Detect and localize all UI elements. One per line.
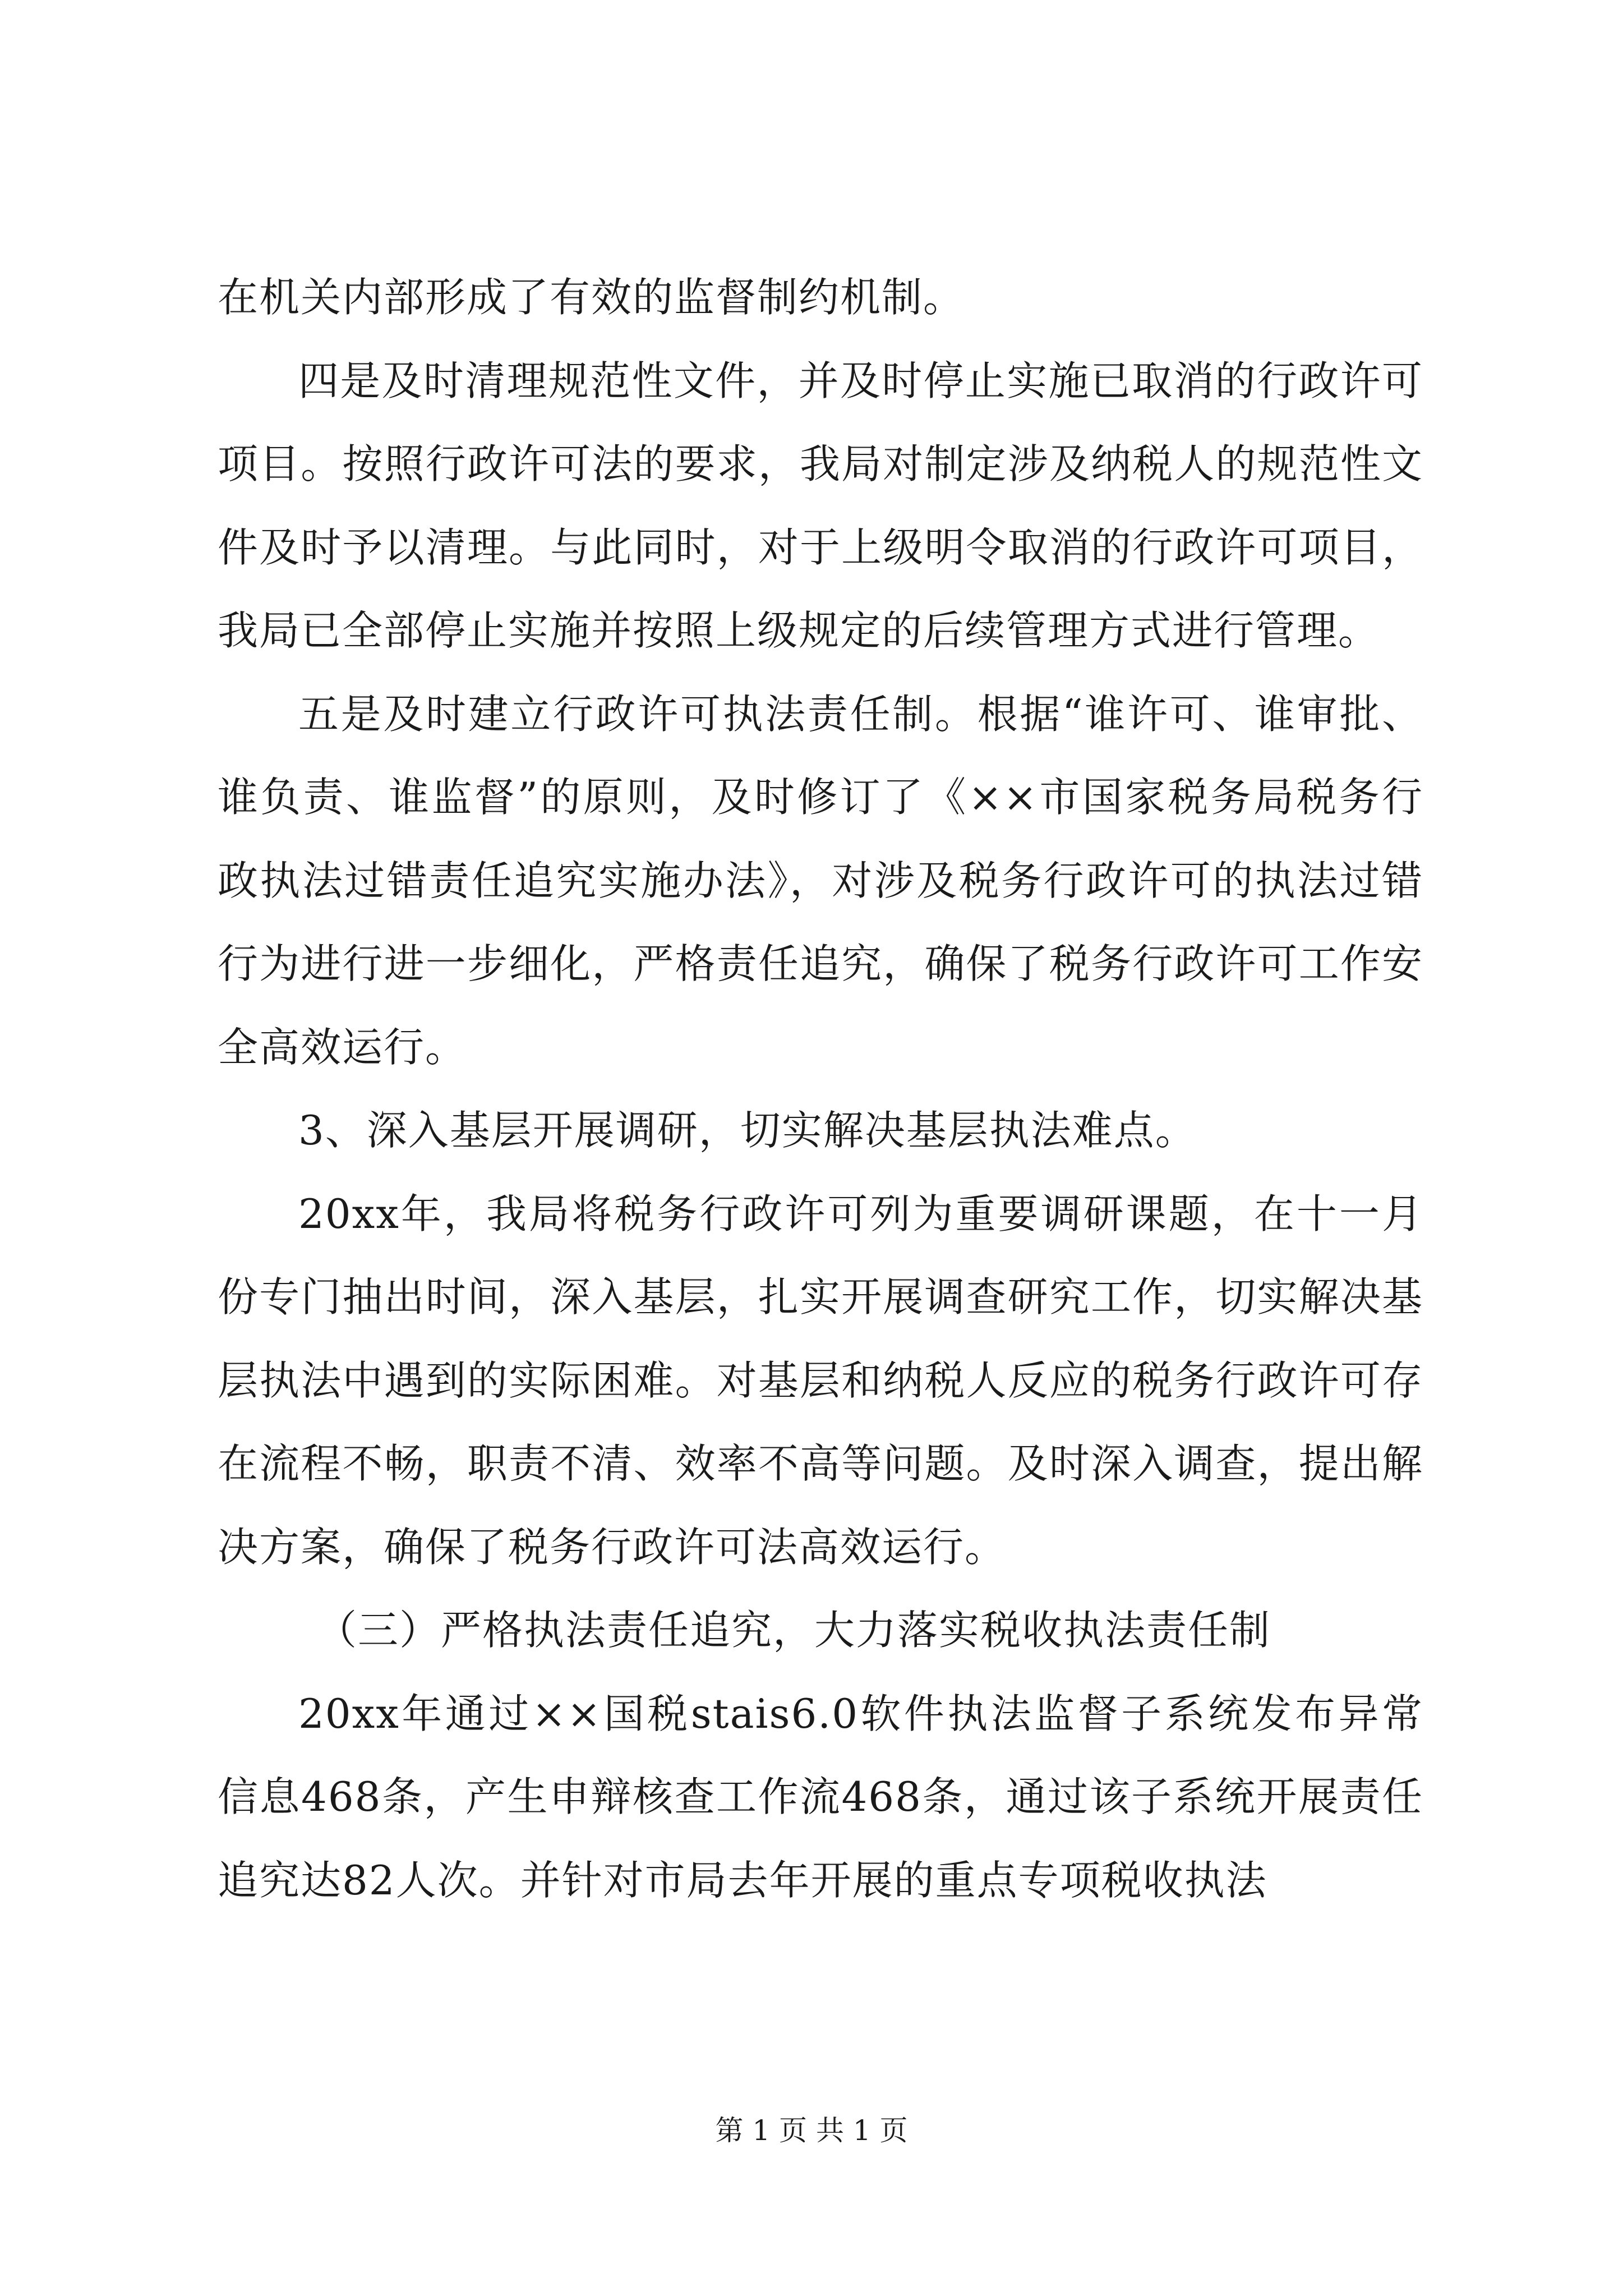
paragraph-item-five: 五是及时建立行政许可执法责任制。根据“谁许可、谁审批、谁负责、谁监督”的原则，及时修订了《××市国家税务局税务行政执法过错责任追究实施办法》，对涉及税务行政许可的执法过错行为进行进一步细化，严格责任追究，确保了税务行政许可工作安全高效运行。 [218,690,1423,1071]
page-footer: 第 1 页 共 1 页 [715,2114,908,2147]
paragraph-continuation: 在机关内部形成了有效的监督制约机制。 [218,274,965,321]
paragraph-stais: 20xx年通过××国税stais6.0软件执法监督子系统发布异常信息468条，产生申辩核查工作流468条，通过该子系统开展责任追究达82人次。并针对市局去年开展的重点专项税收执法 [218,1690,1423,1904]
paragraph-research: 20xx年，我局将税务行政许可列为重要调研课题，在十一月份专门抽出时间，深入基层，扎实开展调查研究工作，切实解决基层执法中遇到的实际困难。对基层和纳税人反应的税务行政许可存在流程不畅，职责不清、效率不高等问题。及时深入调查，提出解决方案，确保了税务行政许可法高效运行。 [218,1190,1423,1571]
document-body [218,256,1423,1922]
section-heading-three: （三）严格执法责任追究，大力落实税收执法责任制 [316,1607,1271,1654]
paragraph-item-four: 四是及时清理规范性文件，并及时停止实施已取消的行政许可项目。按照行政许可法的要求，我局对制定涉及纳税人的规范性文件及时予以清理。与此同时，对于上级明令取消的行政许可项目，我局已全部停止实施并按照上级规定的后续管理方式进行管理。 [218,357,1423,654]
section-heading-3: 3、深入基层开展调研，切实解决基层执法难点。 [298,1107,1197,1154]
